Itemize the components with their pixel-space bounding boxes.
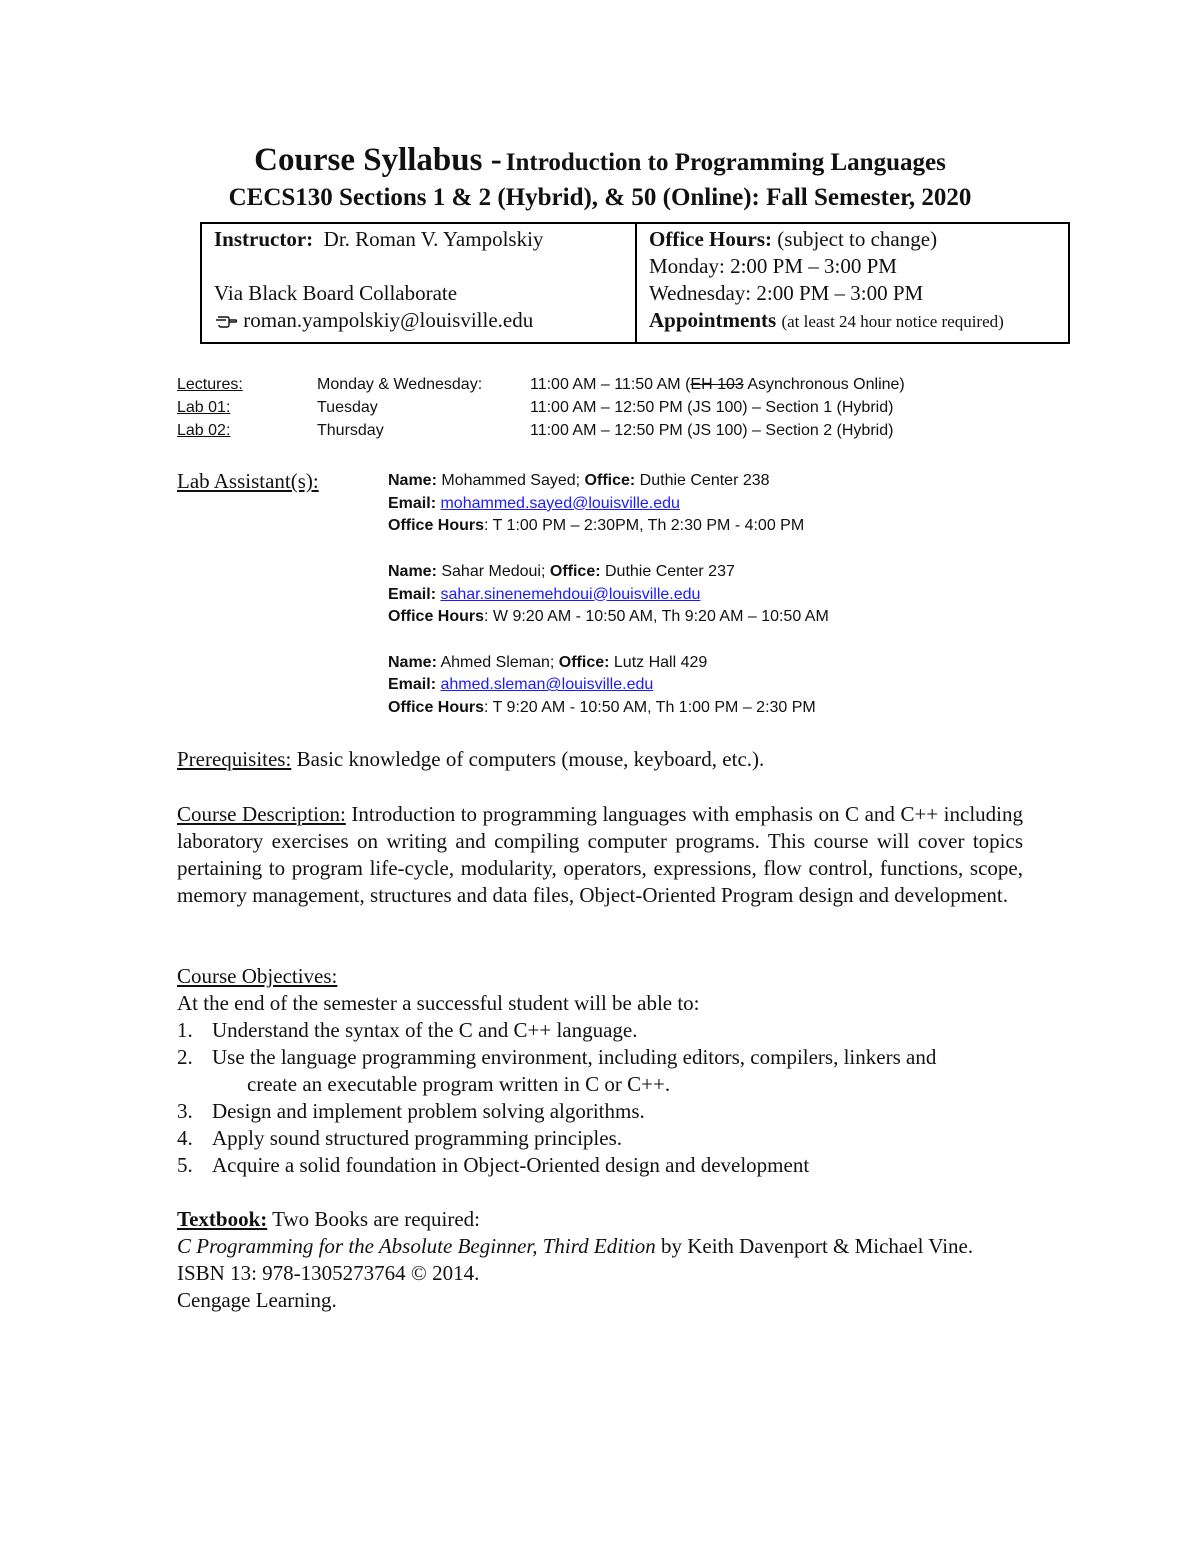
textbook-intro: Two Books are required: [267,1207,481,1231]
list-item: 4. Apply sound structured programming principles. [177,1126,623,1150]
assistant-email-link[interactable]: ahmed.sleman@louisville.edu [440,676,654,694]
book-details: by Keith Davenport & Michael Vine. ISBN 13: 978-1305273764 © 2014. [177,1234,974,1285]
assistant-email-link[interactable]: sahar.sinenemehdoui@louisville.edu [440,585,701,603]
list-item: 2. Use the language programming environment, including editors, compilers, linkers and create an executable program written in C or C++. [177,1045,937,1096]
book-publisher: Cengage Learning. [177,1288,337,1312]
pointing-hand-icon [214,308,243,332]
schedule-label: Lectures: [177,376,243,393]
objectives-intro: At the end of the semester a successful student will be able to: [177,991,700,1015]
lab-assistant: Name: Mohammed Sayed; Office: Duthie Center 238 Email: mohammed.sayed@louisville.edu Office Hours: T 1:00 PM – 2:30PM, Th 2:30 PM - 4:00 PM [388,472,805,535]
assistant-hours: : T 9:20 AM - 10:50 AM, Th 1:00 PM – 2:30 PM [484,699,816,716]
list-item: 3. Design and implement problem solving algorithms. [177,1099,645,1123]
prerequisites-section [177,746,1023,773]
title-main: Course Syllabus - [254,142,502,178]
office-hours-label: Office Hours: [649,227,773,251]
office-hours-column [637,224,1068,342]
schedule-day: Tuesday [317,399,378,416]
schedule-time: 11:00 AM – 11:50 AM (EH 103 Asynchronous Online) [530,376,905,393]
objectives-section [177,963,1023,1179]
instructor-label: Instructor: [214,227,314,251]
assistant-hours: : T 1:00 PM – 2:30PM, Th 2:30 PM - 4:00 PM [484,517,805,535]
assistant-name: Ahmed Sleman; [440,653,555,671]
objectives-list [177,1017,1023,1179]
list-item: 1. Understand the syntax of the C and C++ language. [177,1018,638,1042]
office-hours-monday: Monday: 2:00 PM – 3:00 PM [649,254,897,278]
lab-assistants-label: Lab Assistant(s): [177,469,319,493]
textbook-label: Textbook: [177,1207,268,1231]
instructor-email[interactable]: roman.yampolskiy@louisville.edu [243,308,534,332]
schedule-day: Monday & Wednesday: [317,376,483,393]
page-title [0,142,1200,179]
description-text: Introduction to programming languages with emphasis on C and C++ including laboratory exercises on writing and compiling computer programs. This course will cover topics pertaining to program life-cycle, modularity, operators, expressions, flow control, functions, scope, memory management, structures and data files, Object-Oriented Program design and development. [177,802,1023,907]
schedule-label: Lab 01: [177,399,231,416]
appointments-note: (at least 24 hour notice required) [781,312,1004,331]
book-title: C Programming for the Absolute Beginner, Third Edition [177,1234,656,1258]
instructor-location: Via Black Board Collaborate [214,281,458,305]
office-hours-wednesday: Wednesday: 2:00 PM – 3:00 PM [649,281,924,305]
assistant-name: Mohammed Sayed; [441,472,581,489]
instructor-name: Dr. Roman V. Yampolskiy [323,227,544,251]
lab-assistant: Name: Ahmed Sleman; Office: Lutz Hall 429 Email: ahmed.sleman@louisville.edu Office Hours: T 9:20 AM - 10:50 AM, Th 1:00 PM – 2:30 PM [388,653,816,716]
assistant-email-link[interactable]: mohammed.sayed@louisville.edu [440,494,680,512]
assistant-office: Duthie Center 238 [639,472,770,489]
office-hours-note: (subject to change) [777,227,938,251]
instructor-column [202,224,637,342]
objectives-label: Course Objectives: [177,964,338,988]
assistant-office: Lutz Hall 429 [613,653,708,671]
prerequisites-text: Basic knowledge of computers (mouse, keyboard, etc.). [291,747,765,771]
lab-assistants-list [388,470,829,742]
appointments-label: Appointments [649,308,777,332]
assistant-office: Duthie Center 237 [605,562,735,580]
schedule-time: 11:00 AM – 12:50 PM (JS 100) – Section 1 (Hybrid) [530,399,894,416]
lab-assistant: Name: Sahar Medoui; Office: Duthie Center 237 Email: sahar.sinenemehdoui@louisville.edu Office Hours: W 9:20 AM - 10:50 AM, Th 9:20 AM – 10:50 AM [388,562,829,626]
assistant-hours: : W 9:20 AM - 10:50 AM, Th 9:20 AM – 10:50 AM [484,608,829,626]
struck-room: EH 103 [690,376,744,393]
schedule-label: Lab 02: [177,422,231,439]
title-sub: Introduction to Programming Languages [505,149,946,176]
description-label: Course Description: [177,802,346,826]
course-subtitle: CECS130 Sections 1 & 2 (Hybrid), & 50 (Online): Fall Semester, 2020 [228,184,972,211]
schedule-day: Thursday [317,422,384,439]
assistant-name: Sahar Medoui; [441,562,546,580]
list-item: 5. Acquire a solid foundation in Object-Oriented design and development [177,1153,810,1177]
schedule-time: 11:00 AM – 12:50 PM (JS 100) – Section 2 (Hybrid) [530,422,894,439]
instructor-info-box [200,222,1070,344]
textbook-section [177,1206,1023,1314]
description-section [177,801,1023,909]
prerequisites-label: Prerequisites: [177,747,292,771]
